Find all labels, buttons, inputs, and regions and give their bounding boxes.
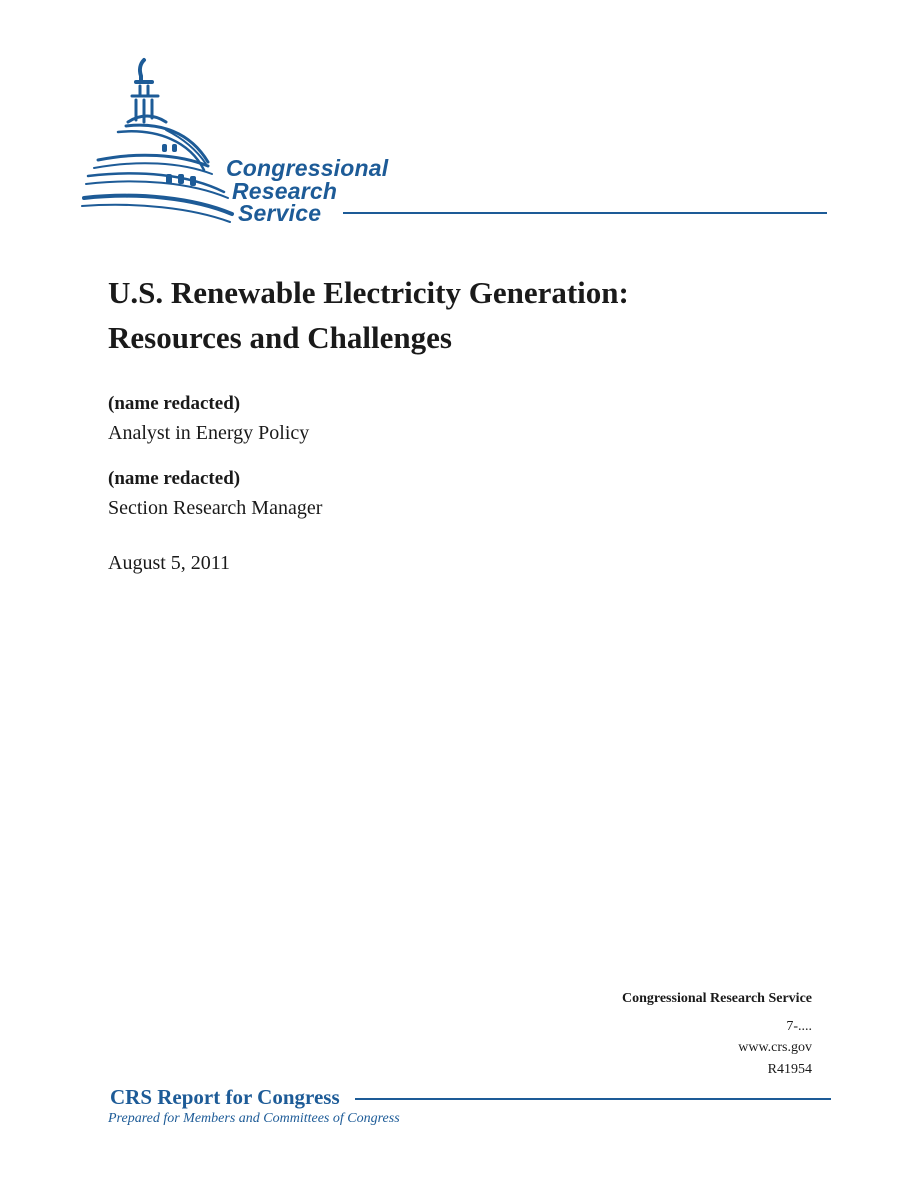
title-line-1: U.S. Renewable Electricity Generation: <box>108 275 629 310</box>
report-date: August 5, 2011 <box>108 552 231 574</box>
author-1-role: Analyst in Energy Policy <box>108 422 310 444</box>
author-2-role: Section Research Manager <box>108 497 323 519</box>
crs-report-for-congress: CRS Report for Congress <box>110 1085 340 1109</box>
crs-report-id: R41954 <box>767 1062 812 1077</box>
report-subtitle: Prepared for Members and Committees of Congress <box>108 1111 400 1126</box>
author-1-name: (name redacted) <box>108 393 241 414</box>
logo-text-research: Research <box>232 178 338 204</box>
logo-text-congressional: Congressional <box>226 155 389 181</box>
crs-organization: Congressional Research Service <box>621 991 812 1006</box>
report-title <box>108 270 629 360</box>
logo-rule <box>343 212 827 214</box>
crs-number: 7-.... <box>786 1019 812 1034</box>
author-2-name: (name redacted) <box>108 468 241 489</box>
report-rule <box>355 1098 831 1100</box>
crs-capitol-dome-logo <box>78 52 828 227</box>
logo-text-service: Service <box>238 200 322 226</box>
title-line-2: Resources and Challenges <box>108 320 452 355</box>
crs-website[interactable]: www.crs.gov <box>738 1040 812 1055</box>
